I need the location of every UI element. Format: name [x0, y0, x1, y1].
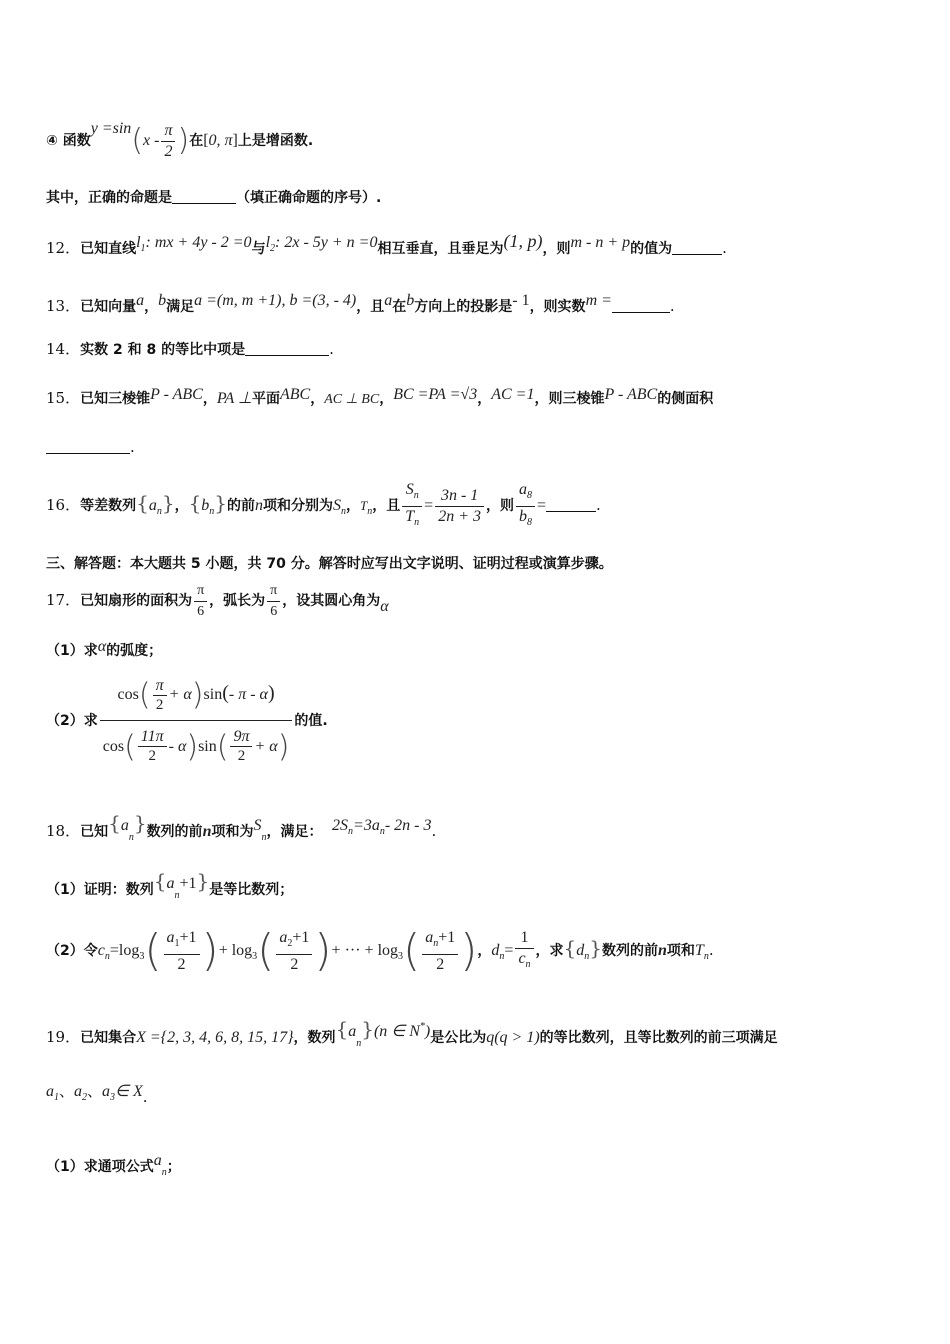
q18-1-plus: +1	[179, 875, 197, 892]
q12-text-2: 与	[251, 241, 266, 257]
q16-frac-T: T	[405, 507, 415, 525]
q16-T: T	[360, 498, 368, 513]
question-17-part-2	[46, 668, 906, 772]
answer-blank[interactable]	[172, 189, 236, 204]
question-19-part-1: （1）求通项公式$a_n$；	[46, 1152, 181, 1178]
q13-text-6: ，则实数	[529, 299, 586, 315]
q13-vecs: a =(m, m +1), b =(3, - 4)	[194, 292, 357, 309]
q19-a2: a	[74, 1083, 83, 1100]
q18-2-dn: d	[576, 942, 585, 959]
q15-text-3: ，则三棱锥	[534, 391, 605, 407]
q18-a: a	[120, 817, 129, 834]
q17-2-num-plus: + α	[168, 686, 192, 704]
q13-end: .	[669, 297, 675, 315]
q17-text-1: 已知扇形的面积为	[80, 593, 193, 609]
q15-pyramid: P - ABC	[150, 386, 203, 403]
q17-text-3: ，设其圆心角为	[282, 593, 381, 609]
q13-sep: ，	[144, 299, 159, 315]
q12-expr: m - n + p	[570, 234, 631, 251]
item-4-line: ④ 函数y =sin(x - $\frac{\pi}{2}$ )在[0, π]上是增函数.	[46, 120, 314, 160]
q12-l2-eq: : 2x - 5y + n =0	[275, 234, 378, 251]
q18-2-mid-log: + log	[218, 942, 253, 959]
q19-number: 19．	[46, 1028, 81, 1046]
q16-number: 16．	[46, 496, 81, 514]
q18-eq-3: - 2n - 3	[384, 817, 432, 834]
q13-a: a	[136, 292, 145, 309]
q18-2-text-2: 数列的前	[602, 943, 659, 959]
q19-text-4: 的等比数列，且等比数列的前三项满足	[539, 1030, 778, 1046]
q16-sep: ，	[174, 498, 189, 514]
q17-2-big-fraction: cos( $\frac{\pi}{2}$ + α)sin(- π - α) cos( $\frac{11\pi}{2}$ - α)sin( $\frac{9\pi}{2}$ + α)	[100, 669, 293, 773]
q12-text-1: 已知直线	[80, 241, 137, 257]
q13-proj: - 1	[512, 292, 530, 309]
q15-pyramid-2: P - ABC	[604, 386, 658, 403]
question-14	[46, 338, 906, 361]
q19-q: q(q > 1)	[486, 1029, 540, 1046]
q18-text-4: ，满足：	[266, 824, 323, 840]
q18-2-sep: ，	[477, 943, 492, 959]
q16-end: .	[596, 496, 601, 514]
q15-end: .	[130, 438, 135, 456]
question-18-part-2: （2）令$c_n=\log_3$( $\frac{a_1+1}{2}$ )+ $\log_3$( $\frac{a_2+1}{2}$ )+ ··· + $\log_3$( $\frac{a_n+1}{2}$ )，$d_n=$ $\frac{1}{c_n}$ ，求$\{d_n\}$数列的前n项和$T_n$.	[46, 925, 714, 976]
q15-sep-4: ，	[477, 391, 492, 407]
item-4-interval: 0, π	[208, 132, 233, 149]
q16-ratio-den: 2n + 3	[438, 507, 481, 525]
q19-1-label: （1）求通项公式	[46, 1159, 154, 1175]
question-18-part-1: （1）证明：数列$\{a_n+1\}$是等比数列；	[46, 869, 294, 901]
answer-fill-line	[46, 186, 906, 209]
question-15-blank-line	[46, 436, 906, 458]
q17-2-den-cos: cos	[102, 737, 125, 755]
q16-n: n	[255, 497, 264, 514]
q15-blank[interactable]	[46, 439, 130, 454]
q18-1-a: a	[166, 875, 175, 892]
q19-a1: a	[46, 1083, 54, 1100]
q14-end: .	[329, 340, 334, 358]
section-3-heading	[46, 552, 906, 575]
q15-pa: PA ⊥	[216, 390, 252, 407]
q17-number: 17．	[46, 591, 81, 609]
q17-2-den-plus: + α	[254, 737, 278, 755]
q18-2-d: d	[491, 942, 500, 959]
q18-2-end: .	[708, 941, 714, 959]
q15-text-4: 的侧面积	[657, 391, 714, 407]
q18-text-3: 项和为	[211, 824, 254, 840]
item-4-frac-den: 2	[164, 142, 173, 160]
q17-2-tail: 的值.	[294, 713, 328, 729]
q18-2-c: c	[97, 942, 105, 959]
q17-1-alpha: α	[97, 638, 107, 655]
q17-arc-den: 6	[270, 603, 278, 619]
q12-foot: (1, p)	[503, 231, 543, 251]
question-19: 19．已知集合X ={2, 3, 4, 6, 8, 15, 17}，数列$\{a_n\}(n$ ∈ N*)是公比为q(q > 1)的等比数列，且等比数列的前三项满足	[46, 1017, 778, 1049]
item-4-label: ④ 函数	[46, 133, 91, 149]
q18-number: 18．	[46, 822, 81, 840]
q17-text-2: ，弧长为	[209, 593, 266, 609]
q18-2-label: （2）令	[46, 943, 98, 959]
q17-alpha: α	[380, 598, 389, 615]
question-17	[46, 578, 906, 622]
q18-2-T: T	[694, 942, 704, 959]
q14-text: 实数 2 和 8 的等比中项是	[80, 342, 246, 358]
q18-1-tail: 是等比数列；	[209, 882, 294, 898]
q13-text-4: 在	[392, 299, 407, 315]
q18-2-n: n	[658, 942, 667, 959]
question-12	[46, 230, 906, 260]
q13-text-5: 方向上的投影是	[414, 299, 513, 315]
q17-2-label: （2）求	[46, 713, 98, 729]
q12-l2: l	[265, 234, 271, 251]
q13-a2: a	[384, 292, 393, 309]
q17-area-den: 6	[197, 603, 205, 619]
q12-blank[interactable]	[672, 240, 722, 255]
q14-blank[interactable]	[245, 341, 329, 356]
q16-text-3: 项和分别为	[263, 498, 334, 514]
q17-arc-num: π	[267, 581, 280, 602]
q17-2-num-arg: - π - α	[228, 686, 268, 704]
q19-a3: a	[102, 1083, 111, 1100]
q18-text-2: 数列的前	[146, 824, 203, 840]
q16-text-2: 的前	[227, 498, 256, 514]
q12-l1: l	[136, 234, 141, 251]
q19-cond: (n ∈ N	[373, 1023, 420, 1040]
q12-l1-sub: 1	[140, 243, 146, 254]
item-4-func: y =sin	[90, 120, 132, 137]
q18-text-1: 已知	[80, 824, 109, 840]
q16-b8: b	[519, 507, 527, 525]
q13-b2: b	[406, 292, 415, 309]
q16-a8: a	[519, 480, 527, 498]
q17-area-num: π	[194, 581, 207, 602]
item-4-tail: 上是增函数.	[237, 133, 314, 149]
q16-ratio-num: 3n - 1	[435, 486, 484, 507]
q18-2-eq-log: =log	[109, 942, 140, 959]
q15-text-2: 平面	[251, 391, 280, 407]
q12-text-5: 的值为	[630, 241, 673, 257]
q19-1-a: a	[153, 1152, 162, 1169]
q19-text-3: 是公比为	[430, 1030, 487, 1046]
q12-l2-sub: 2	[270, 243, 276, 254]
q15-ac-bc: AC ⊥ BC	[324, 392, 380, 407]
q15-text-1: 已知三棱锥	[80, 391, 151, 407]
q19-end: .	[142, 1088, 148, 1106]
q19-set: X ={2, 3, 4, 6, 8, 15, 17}	[136, 1029, 294, 1046]
q13-text-3: ，且	[356, 299, 385, 315]
q15-eq-2: AC =1	[491, 386, 535, 403]
question-19-line-2: $a_1$、$a_2$、$a_3\in$ X.	[46, 1082, 148, 1106]
q15-sep-3: ，	[379, 391, 394, 407]
q16-blank[interactable]	[546, 497, 596, 512]
q18-end: .	[431, 822, 437, 840]
q18-eq-1: 2S	[332, 817, 349, 834]
q16-sep-2: ，	[346, 498, 361, 514]
q15-sep-2: ，	[310, 391, 325, 407]
q19-a: a	[348, 1023, 357, 1040]
question-15	[46, 384, 906, 411]
q16-text-4: ，且	[372, 498, 401, 514]
q13-m: m =	[585, 292, 612, 309]
q16-text-1: 等差数列	[80, 498, 137, 514]
q18-eq-2: =3a	[353, 817, 380, 834]
q18-2-text-3: 项和	[666, 943, 695, 959]
q13-text-2: 满足	[166, 299, 195, 315]
item-4-frac-num: π	[161, 121, 175, 142]
q13-blank[interactable]	[612, 298, 670, 313]
q13-b: b	[158, 292, 167, 309]
question-18: 18．已知$\{a_n\}$数列的前n项和为$S_n$，满足： $2S_n=3a_n-$ 2n - 3.	[46, 811, 437, 843]
q18-S: S	[253, 817, 262, 834]
q19-text-2: ，数列	[293, 1030, 336, 1046]
q17-2-num-sin: sin	[203, 686, 223, 704]
q13-text-1: 已知向量	[80, 299, 137, 315]
q17-1-tail: 的弧度；	[106, 643, 163, 659]
q12-number: 12．	[46, 239, 81, 257]
q18-2-dots-log: + ··· + log	[331, 942, 399, 959]
q15-abc: ABC	[279, 386, 311, 403]
section-3-text: 三、解答题：本大题共 5 小题，共 70 分。解答时应写出文字说明、证明过程或演算步骤。	[46, 556, 613, 572]
q18-n: n	[202, 823, 212, 840]
q17-2-num-cos: cos	[117, 686, 139, 704]
q16-b: b	[201, 497, 210, 514]
q15-sep-1: ，	[202, 391, 217, 407]
q19-text-1: 已知集合	[80, 1030, 137, 1046]
q12-l1-eq: : mx + 4y - 2 =0	[145, 234, 252, 251]
q17-1-label: （1）求	[46, 643, 98, 659]
q12-text-4: ，则	[542, 241, 571, 257]
q15-number: 15．	[46, 389, 81, 407]
q17-2-den-sin: sin	[198, 737, 217, 755]
q16-eq: =	[537, 497, 547, 514]
q15-eq-1: BC =PA =√3	[393, 386, 478, 403]
q12-end: .	[722, 239, 727, 257]
question-13	[46, 290, 906, 318]
question-17-part-1	[46, 636, 906, 662]
q16-S: S	[333, 497, 342, 514]
q19-1-tail: ；	[166, 1159, 181, 1175]
answer-fill-prefix: 其中，正确的命题是	[46, 190, 172, 206]
q16-frac-S: S	[405, 480, 414, 498]
q16-text-5: ，则	[486, 498, 514, 514]
q14-number: 14．	[46, 340, 81, 358]
item-4-arg: x -	[143, 132, 160, 149]
answer-fill-suffix: （填正确命题的序号）.	[236, 190, 382, 206]
q16-a: a	[148, 497, 157, 514]
q19-in-X: ∈ X	[115, 1083, 143, 1100]
q13-number: 13．	[46, 297, 81, 315]
q18-2-text-1: ，求	[535, 943, 564, 959]
q12-text-3: 相互垂直，且垂足为	[377, 241, 504, 257]
question-16: 16．等差数列$\{a_n\}$，$\{b_n\}$的前n项和分别为$S_n$，$T_n$，且 $\frac{S_n}{T_n}$ = $\frac{3n - 1}{2n + 3}$ ，则 $\frac{a_8}{b_8}$ = .	[46, 480, 601, 528]
item-4-in: 在	[189, 133, 204, 149]
q18-1-label: （1）证明：数列	[46, 882, 154, 898]
q17-2-den-minus: - α	[168, 737, 187, 755]
